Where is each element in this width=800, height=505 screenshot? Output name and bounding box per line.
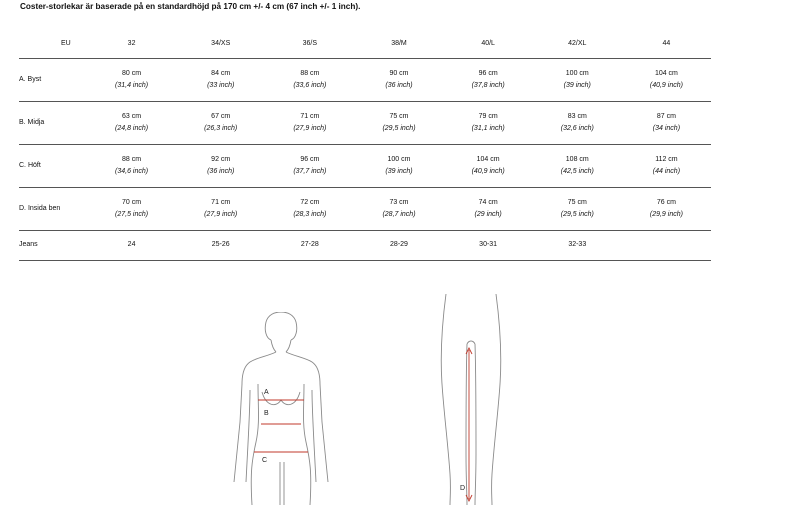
intro-text: Coster-storlekar är baserade på en standardhöjd på 170 cm +/- 4 cm (67 inch +/- 1 inch). [20,2,361,11]
marker-a-label: A [264,389,269,396]
jeans-size-cell: 24 [127,241,136,248]
cm-value: 67 cm [211,112,231,120]
inseam-measure-line [466,348,472,501]
cm-value: 71 cm [211,198,231,206]
inch-value: (31,4 inch) [115,81,149,89]
cm-value: 96 cm [300,155,320,163]
inch-value: (37,8 inch) [471,81,505,89]
inch-value: (40,9 inch) [649,81,683,89]
cm-value: 63 cm [122,112,142,120]
inch-value: (34,6 inch) [115,167,149,175]
inch-value: (31,1 inch) [471,124,505,132]
size-cell [265,144,354,187]
size-cell [533,144,622,187]
cm-value: 88 cm [300,69,320,77]
size-cell [354,144,443,187]
size-header: 44 [662,39,671,47]
cm-value: 104 cm [476,155,500,163]
table-row [19,187,711,230]
inch-value: (39 inch) [563,81,591,89]
jeans-size-cell: 30-31 [479,241,498,248]
size-header: 38/M [391,39,407,47]
jeans-size-cell: 32-33 [568,241,587,248]
legs-outline [441,294,501,505]
size-table [19,30,711,261]
size-header: 42/XL [568,39,587,47]
inch-value: (32,6 inch) [560,124,594,132]
inch-value: (37,7 inch) [293,167,327,175]
cm-value: 112 cm [655,155,678,163]
size-cell [265,58,354,101]
cm-value: 79 cm [478,112,498,120]
inch-value: (28,7 inch) [382,210,416,218]
cm-value: 90 cm [389,69,409,77]
cm-value: 108 cm [565,155,589,163]
marker-d-label: D [460,485,466,492]
inch-value: (33 inch) [207,81,235,89]
legs-figure [436,294,508,505]
jeans-row [19,230,711,260]
cm-value: 73 cm [389,198,409,206]
size-cell [176,58,265,101]
torso-figure [228,312,338,505]
size-cell [622,144,711,187]
size-cell [354,187,443,230]
size-cell [354,58,443,101]
size-cell [176,144,265,187]
cm-value: 87 cm [656,112,676,120]
table-row [19,101,711,144]
inch-value: (42,5 inch) [560,167,594,175]
cm-value: 71 cm [300,112,320,120]
cm-value: 75 cm [567,198,587,206]
inch-value: (36 inch) [385,81,413,89]
inch-value: (29,9 inch) [649,210,683,218]
table-row [19,58,711,101]
size-cell [444,101,533,144]
cm-value: 100 cm [387,155,411,163]
size-header: 32 [127,39,136,47]
inch-value: (44 inch) [652,167,681,175]
inch-value: (34 inch) [652,124,681,132]
cm-value: 96 cm [478,69,498,77]
size-cell [87,187,176,230]
inch-value: (27,9 inch) [293,124,327,132]
size-header: 36/S [302,39,318,47]
inch-value: (29,5 inch) [560,210,594,218]
size-cell [622,101,711,144]
row-label: Jeans [19,241,38,248]
inch-value: (29 inch) [474,210,502,218]
inch-value: (39 inch) [385,167,413,175]
cm-value: 104 cm [654,69,678,77]
inch-value: (27,5 inch) [115,210,149,218]
size-cell [444,144,533,187]
jeans-size-cell [622,230,711,260]
size-cell [444,58,533,101]
size-cell [176,187,265,230]
cm-value: 84 cm [211,69,231,77]
row-label: D. Insida ben [19,204,61,212]
size-cell [533,58,622,101]
size-cell [444,187,533,230]
size-cell [622,58,711,101]
size-cell [265,187,354,230]
size-cell [87,101,176,144]
cm-value: 72 cm [300,198,320,206]
torso-outline [234,312,328,505]
inch-value: (40,9 inch) [471,167,505,175]
marker-c-label: C [262,457,268,464]
size-cell [533,187,622,230]
size-header: 34/XS [211,39,231,47]
cm-value: 80 cm [122,69,142,77]
size-cell [87,58,176,101]
row-label: B. Midja [19,118,45,126]
inch-value: (36 inch) [207,167,235,175]
size-cell [533,101,622,144]
inch-value: (27,9 inch) [204,210,238,218]
cm-value: 76 cm [656,198,676,206]
size-cell [176,101,265,144]
size-header: 40/L [481,39,495,47]
cm-value: 83 cm [567,112,587,120]
size-cell [87,144,176,187]
cm-value: 74 cm [478,198,498,206]
size-cell [622,187,711,230]
row-label: A. Byst [19,75,42,83]
jeans-size-cell: 25-26 [211,241,230,248]
size-cell [354,101,443,144]
jeans-size-cell: 28-29 [390,241,408,248]
cm-value: 70 cm [122,198,142,206]
torso-measure-lines [254,400,308,452]
inch-value: (24,8 inch) [115,124,149,132]
cm-value: 75 cm [389,112,409,120]
cm-value: 88 cm [122,155,142,163]
inch-value: (33,6 inch) [293,81,327,89]
inch-value: (29,5 inch) [382,124,416,132]
cm-value: 92 cm [211,155,231,163]
size-header-row [19,30,711,58]
cm-value: 100 cm [565,69,589,77]
jeans-size-cell: 27-28 [300,241,319,248]
eu-header: EU [61,39,71,47]
row-label: C. Höft [19,161,41,169]
inch-value: (26,3 inch) [204,124,238,132]
table-row [19,144,711,187]
size-cell [265,101,354,144]
marker-b-label: B [264,410,269,417]
inch-value: (28,3 inch) [293,210,327,218]
